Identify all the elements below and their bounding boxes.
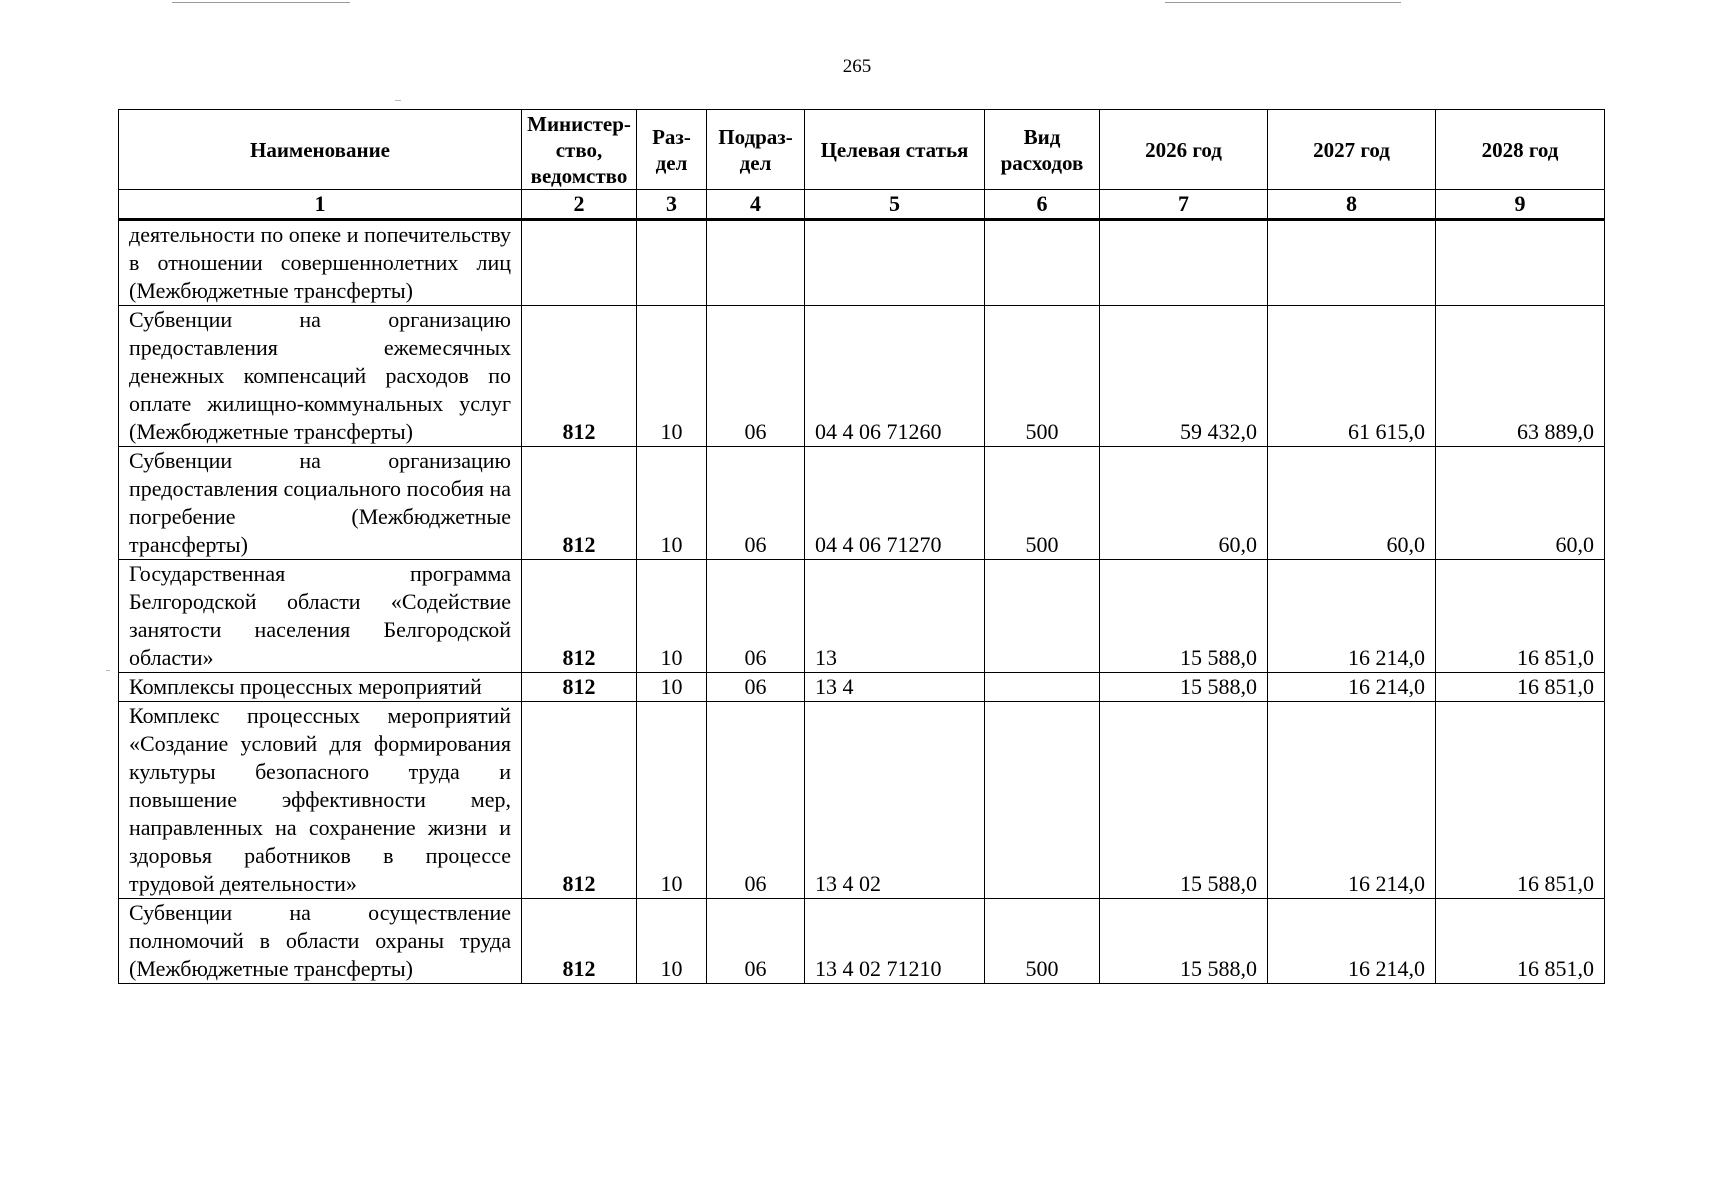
- row-value-2028: 63 889,0: [1436, 306, 1605, 447]
- row-value-2026: 60,0: [1100, 447, 1268, 560]
- header-subsection: Подраз-дел: [707, 110, 805, 190]
- row-expense-type: 500: [985, 306, 1100, 447]
- row-ministry: 812: [522, 447, 637, 560]
- column-number: 6: [985, 190, 1100, 220]
- row-ministry: 812: [522, 702, 637, 899]
- row-subsection: 06: [707, 306, 805, 447]
- row-value-2026: [1100, 220, 1268, 306]
- page-number: 265: [842, 56, 872, 77]
- row-target-article: 13 4: [805, 673, 985, 702]
- row-name: Субвенции на организацию предоставления ежемесячных денежных компенсаций расходов по оплате жилищно-коммунальных услуг (Межбюджетные трансферты): [119, 306, 522, 447]
- row-section: 10: [637, 560, 707, 673]
- row-target-article: 13 4 02: [805, 702, 985, 899]
- row-value-2028: 16 851,0: [1436, 899, 1605, 984]
- column-number: 8: [1268, 190, 1436, 220]
- row-value-2026: 15 588,0: [1100, 560, 1268, 673]
- row-value-2027: 16 214,0: [1268, 673, 1436, 702]
- row-subsection: 06: [707, 899, 805, 984]
- row-section: 10: [637, 306, 707, 447]
- table-row: [119, 673, 1605, 702]
- row-section: 10: [637, 702, 707, 899]
- row-name: Комплексы процессных мероприятий: [119, 673, 522, 702]
- column-number-row: [119, 190, 1605, 220]
- header-target-article: Целевая статья: [805, 110, 985, 190]
- row-section: 10: [637, 899, 707, 984]
- scan-speck: [395, 100, 401, 101]
- row-ministry: 812: [522, 560, 637, 673]
- column-number: 3: [637, 190, 707, 220]
- row-subsection: [707, 220, 805, 306]
- row-value-2027: 16 214,0: [1268, 560, 1436, 673]
- row-expense-type: [985, 702, 1100, 899]
- table-row: [119, 447, 1605, 560]
- header-year-2028: 2028 год: [1436, 110, 1605, 190]
- table-row: [119, 220, 1605, 306]
- row-value-2027: [1268, 220, 1436, 306]
- row-expense-type: 500: [985, 899, 1100, 984]
- column-number: 2: [522, 190, 637, 220]
- table-row: [119, 899, 1605, 984]
- row-target-article: 13 4 02 71210: [805, 899, 985, 984]
- row-expense-type: [985, 560, 1100, 673]
- header-ministry: Министер-ство, ведомство: [522, 110, 637, 190]
- header-year-2027: 2027 год: [1268, 110, 1436, 190]
- row-subsection: 06: [707, 702, 805, 899]
- header-expense-type: Вид расходов: [985, 110, 1100, 190]
- row-target-article: [805, 220, 985, 306]
- row-target-article: 04 4 06 71260: [805, 306, 985, 447]
- row-section: 10: [637, 673, 707, 702]
- row-name: Субвенции на осуществление полномочий в области охраны труда (Межбюджетные трансферты): [119, 899, 522, 984]
- row-target-article: 13: [805, 560, 985, 673]
- row-value-2027: 16 214,0: [1268, 702, 1436, 899]
- table-row: [119, 306, 1605, 447]
- scan-speck: [106, 670, 110, 671]
- row-ministry: [522, 220, 637, 306]
- row-subsection: 06: [707, 447, 805, 560]
- budget-table: [118, 109, 1605, 984]
- scan-line-top-left: [172, 2, 350, 3]
- row-name: деятельности по опеке и попечительству в отношении совершеннолетних лиц (Межбюджетные трансферты): [119, 220, 522, 306]
- row-value-2028: 16 851,0: [1436, 560, 1605, 673]
- row-expense-type: 500: [985, 447, 1100, 560]
- column-number: 1: [119, 190, 522, 220]
- column-number: 5: [805, 190, 985, 220]
- row-value-2028: [1436, 220, 1605, 306]
- row-value-2027: 61 615,0: [1268, 306, 1436, 447]
- header-year-2026: 2026 год: [1100, 110, 1268, 190]
- row-subsection: 06: [707, 673, 805, 702]
- column-number: 9: [1436, 190, 1605, 220]
- row-value-2028: 16 851,0: [1436, 673, 1605, 702]
- row-value-2028: 60,0: [1436, 447, 1605, 560]
- table-body: [119, 220, 1605, 984]
- table-row: [119, 702, 1605, 899]
- row-name: Государственная программа Белгородской области «Содействие занятости населения Белгородской области»: [119, 560, 522, 673]
- column-number: 7: [1100, 190, 1268, 220]
- row-target-article: 04 4 06 71270: [805, 447, 985, 560]
- row-value-2026: 15 588,0: [1100, 702, 1268, 899]
- row-expense-type: [985, 673, 1100, 702]
- row-section: [637, 220, 707, 306]
- row-value-2027: 16 214,0: [1268, 899, 1436, 984]
- row-ministry: 812: [522, 899, 637, 984]
- row-value-2026: 15 588,0: [1100, 899, 1268, 984]
- scan-line-top-right: [1165, 2, 1401, 3]
- row-name: Комплекс процессных мероприятий «Создание условий для формирования культуры безопасного труда и повышение эффективности мер, направленных на сохранение жизни и здоровья работников в процессе трудовой деятельности»: [119, 702, 522, 899]
- table-row: [119, 560, 1605, 673]
- row-value-2028: 16 851,0: [1436, 702, 1605, 899]
- row-section: 10: [637, 447, 707, 560]
- header-name: Наименование: [119, 110, 522, 190]
- row-ministry: 812: [522, 306, 637, 447]
- header-section: Раз-дел: [637, 110, 707, 190]
- row-expense-type: [985, 220, 1100, 306]
- row-name: Субвенции на организацию предоставления социального пособия на погребение (Межбюджетные трансферты): [119, 447, 522, 560]
- row-value-2027: 60,0: [1268, 447, 1436, 560]
- row-subsection: 06: [707, 560, 805, 673]
- row-ministry: 812: [522, 673, 637, 702]
- column-number: 4: [707, 190, 805, 220]
- row-value-2026: 15 588,0: [1100, 673, 1268, 702]
- row-value-2026: 59 432,0: [1100, 306, 1268, 447]
- header-row: [119, 110, 1605, 190]
- table-header: [119, 110, 1605, 220]
